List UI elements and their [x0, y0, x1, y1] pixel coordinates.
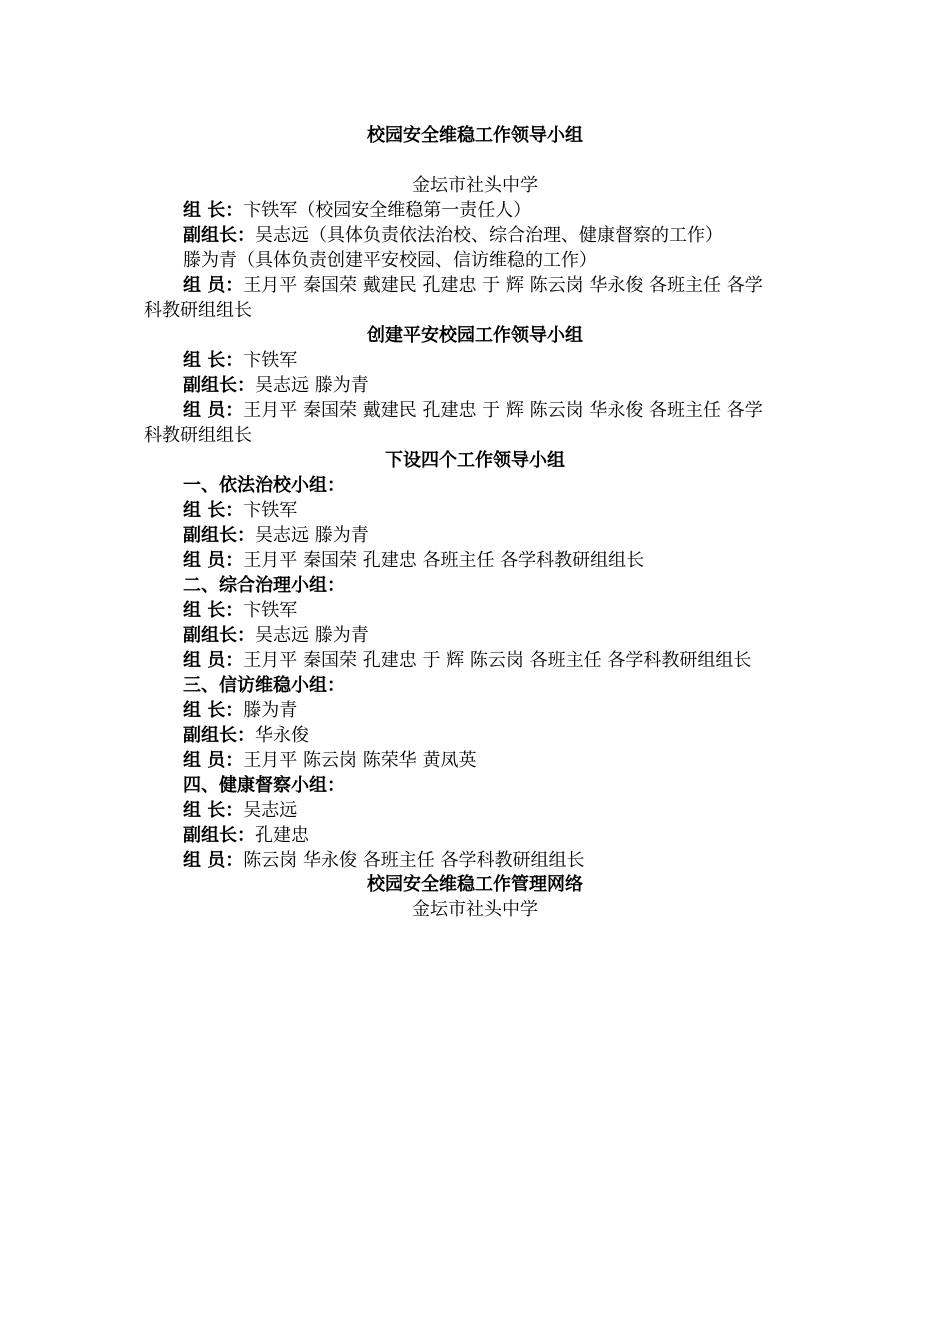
members-label: 组 员： [183, 850, 244, 871]
school-name: 金坛市社头中学 [412, 175, 538, 196]
deputy-label: 副组长： [183, 225, 255, 246]
deputy-value: 吴志远 滕为青 [255, 375, 369, 396]
s2-deputy-line [183, 624, 369, 648]
title-leadership-group: 校园安全维稳工作领导小组 [367, 125, 583, 146]
leader-value: 吴志远 [243, 800, 298, 821]
deputy-label: 副组长： [183, 375, 255, 396]
leader-value: 卞铁军（校园安全维稳第一责任人） [243, 200, 532, 221]
s3-deputy-line [183, 724, 309, 748]
deputy-label: 副组长： [183, 825, 255, 846]
deputy-value: 吴志远 滕为青 [255, 625, 369, 646]
s3-leader-line [183, 699, 297, 723]
leader-label: 组 长： [183, 800, 244, 821]
s1-members-line [183, 549, 644, 573]
leader-label: 组 长： [183, 700, 244, 721]
s1-deputy-line [183, 524, 369, 548]
s3-heading: 三、信访维稳小组： [183, 675, 345, 696]
g1-deputy2-line: 滕为青（具体负责创建平安校园、信访维稳的工作） [183, 250, 597, 271]
s4-leader-line [183, 799, 297, 823]
leader-value: 滕为青 [243, 700, 298, 721]
s2-leader-line [183, 599, 297, 623]
s4-deputy-line [183, 824, 309, 848]
deputy-value: 孔建忠 [255, 825, 309, 846]
members-value: 王月平 秦国荣 戴建民 孔建忠 于 辉 陈云岗 华永俊 各班主任 各学 [243, 275, 763, 296]
members-label: 组 员： [183, 650, 244, 671]
leader-label: 组 长： [183, 500, 244, 521]
members-value: 陈云岗 华永俊 各班主任 各学科教研组组长 [243, 850, 585, 871]
school-name-footer: 金坛市社头中学 [412, 899, 538, 920]
deputy-value: 华永俊 [255, 725, 309, 746]
deputy-label: 副组长： [183, 725, 255, 746]
g2-leader-line [183, 349, 297, 373]
s4-members-line [183, 849, 584, 873]
g2-deputy-line [183, 374, 369, 398]
g1-members-continued: 科教研组组长 [144, 300, 252, 321]
members-value: 王月平 秦国荣 孔建忠 于 辉 陈云岗 各班主任 各学科教研组组长 [243, 650, 752, 671]
g2-members-line [183, 399, 763, 423]
leader-label: 组 长： [183, 200, 244, 221]
deputy-value: 吴志远 滕为青 [255, 525, 369, 546]
g2-members-continued: 科教研组组长 [144, 425, 252, 446]
g1-deputy-line [183, 224, 723, 248]
leader-value: 卞铁军 [243, 350, 298, 371]
title-four-subgroups: 下设四个工作领导小组 [385, 450, 565, 471]
s1-leader-line [183, 499, 297, 523]
members-label: 组 员： [183, 550, 244, 571]
members-label: 组 员： [183, 750, 244, 771]
title-management-network: 校园安全维稳工作管理网络 [367, 874, 583, 895]
deputy-label: 副组长： [183, 625, 255, 646]
members-value: 王月平 陈云岗 陈荣华 黄凤英 [243, 750, 477, 771]
s2-heading: 二、综合治理小组： [183, 575, 345, 596]
deputy-value: 吴志远（具体负责依法治校、综合治理、健康督察的工作） [255, 225, 723, 246]
leader-value: 卞铁军 [243, 500, 298, 521]
leader-label: 组 长： [183, 600, 244, 621]
g1-members-line [183, 274, 763, 298]
g1-leader-line [183, 199, 531, 223]
deputy-label: 副组长： [183, 525, 255, 546]
members-value: 王月平 秦国荣 戴建民 孔建忠 于 辉 陈云岗 华永俊 各班主任 各学 [243, 400, 763, 421]
s2-members-line [183, 649, 751, 673]
leader-value: 卞铁军 [243, 600, 298, 621]
members-label: 组 员： [183, 275, 244, 296]
members-label: 组 员： [183, 400, 244, 421]
members-value: 王月平 秦国荣 孔建忠 各班主任 各学科教研组组长 [243, 550, 645, 571]
s1-heading: 一、依法治校小组： [183, 475, 345, 496]
s4-heading: 四、健康督察小组： [183, 775, 345, 796]
s3-members-line [183, 749, 476, 773]
leader-label: 组 长： [183, 350, 244, 371]
title-safe-campus-group: 创建平安校园工作领导小组 [367, 325, 583, 346]
